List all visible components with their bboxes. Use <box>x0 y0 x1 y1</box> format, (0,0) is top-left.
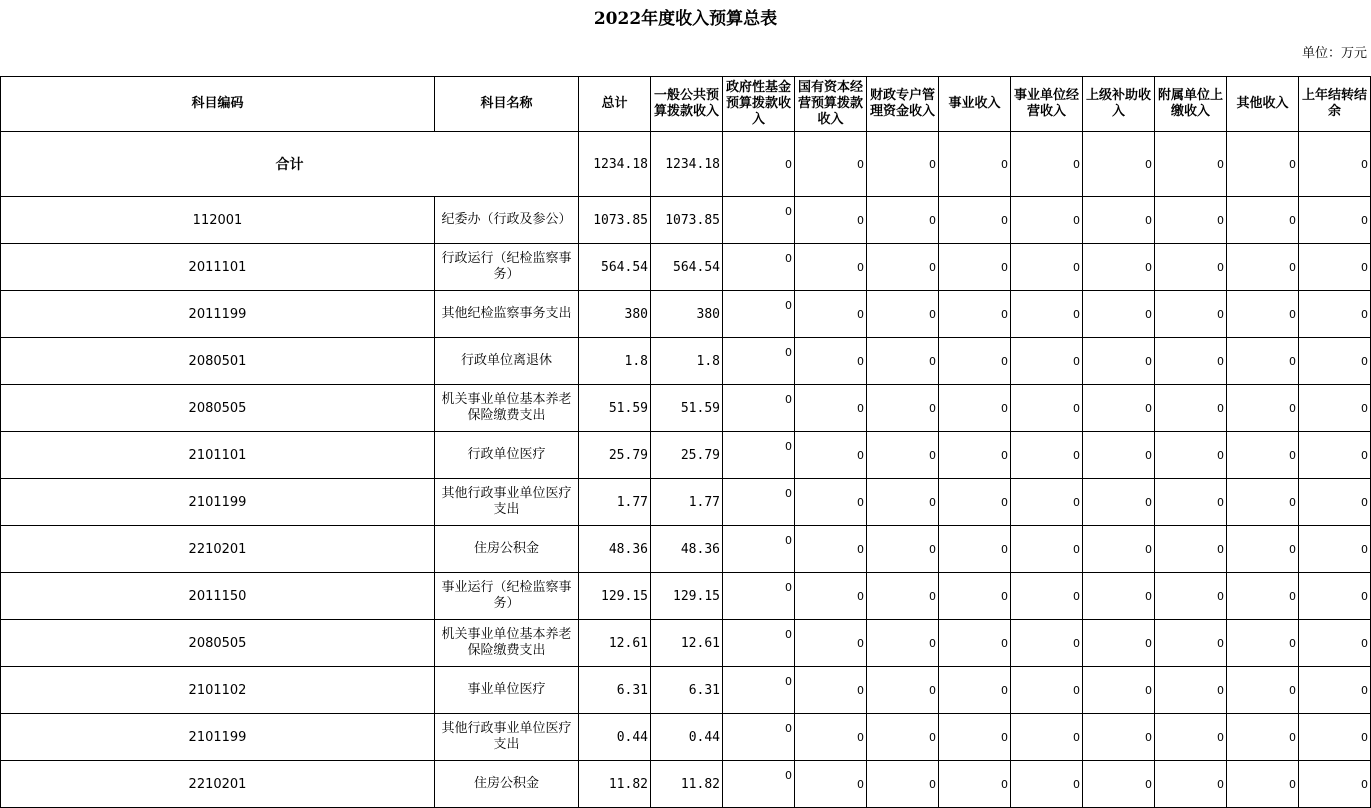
row-zero-cell: 0 <box>1227 291 1299 338</box>
row-zero-cell: 0 <box>723 761 795 808</box>
total-row <box>1 132 1371 197</box>
row-zero-cell: 0 <box>723 526 795 573</box>
row-zero-cell: 0 <box>1011 479 1083 526</box>
row-zero-cell: 0 <box>795 432 867 479</box>
row-zero-cell: 0 <box>795 526 867 573</box>
row-name: 行政运行（纪检监察事务） <box>435 244 579 291</box>
row-zero-cell: 0 <box>867 338 939 385</box>
row-zero-cell: 0 <box>867 291 939 338</box>
row-zero-cell: 0 <box>1155 526 1227 573</box>
row-zero-cell: 0 <box>1155 244 1227 291</box>
table-row <box>1 291 1371 338</box>
row-zero-cell: 0 <box>1083 479 1155 526</box>
row-total: 1073.85 <box>579 197 651 244</box>
row-zero-cell: 0 <box>723 573 795 620</box>
row-zero-cell: 0 <box>939 479 1011 526</box>
header-cell: 附属单位上缴收入 <box>1155 77 1227 132</box>
row-zero-cell: 0 <box>939 338 1011 385</box>
row-zero-cell: 0 <box>1227 761 1299 808</box>
row-zero-cell: 0 <box>939 385 1011 432</box>
row-zero-cell: 0 <box>867 714 939 761</box>
row-code: 2210201 <box>1 526 435 573</box>
row-code: 2080501 <box>1 338 435 385</box>
total-cell: 0 <box>1011 132 1083 197</box>
header-cell: 一般公共预算拨款收入 <box>651 77 723 132</box>
row-general: 1073.85 <box>651 197 723 244</box>
row-zero-cell: 0 <box>1227 573 1299 620</box>
row-zero-cell: 0 <box>1299 714 1371 761</box>
header-cell: 科目名称 <box>435 77 579 132</box>
row-name: 纪委办（行政及参公） <box>435 197 579 244</box>
row-total: 129.15 <box>579 573 651 620</box>
total-total: 1234.18 <box>579 132 651 197</box>
row-zero-cell: 0 <box>867 573 939 620</box>
row-general: 1.77 <box>651 479 723 526</box>
row-zero-cell: 0 <box>1083 714 1155 761</box>
total-cell: 0 <box>1227 132 1299 197</box>
total-cell: 0 <box>723 132 795 197</box>
row-total: 12.61 <box>579 620 651 667</box>
row-zero-cell: 0 <box>1299 573 1371 620</box>
total-cell: 0 <box>1299 132 1371 197</box>
row-zero-cell: 0 <box>723 479 795 526</box>
row-zero-cell: 0 <box>795 620 867 667</box>
row-code: 2101102 <box>1 667 435 714</box>
row-zero-cell: 0 <box>723 620 795 667</box>
row-name: 事业运行（纪检监察事务） <box>435 573 579 620</box>
row-zero-cell: 0 <box>723 338 795 385</box>
row-zero-cell: 0 <box>1227 667 1299 714</box>
row-zero-cell: 0 <box>1011 667 1083 714</box>
row-total: 1.77 <box>579 479 651 526</box>
row-zero-cell: 0 <box>867 620 939 667</box>
row-zero-cell: 0 <box>1083 197 1155 244</box>
row-zero-cell: 0 <box>1227 432 1299 479</box>
budget-table <box>0 76 1371 808</box>
row-zero-cell: 0 <box>723 667 795 714</box>
row-zero-cell: 0 <box>1299 620 1371 667</box>
row-zero-cell: 0 <box>867 479 939 526</box>
table-row <box>1 526 1371 573</box>
row-zero-cell: 0 <box>723 197 795 244</box>
row-zero-cell: 0 <box>1083 620 1155 667</box>
row-zero-cell: 0 <box>1011 338 1083 385</box>
header-cell: 国有资本经营预算拨款收入 <box>795 77 867 132</box>
row-zero-cell: 0 <box>1227 479 1299 526</box>
row-zero-cell: 0 <box>939 714 1011 761</box>
row-code: 2011199 <box>1 291 435 338</box>
row-zero-cell: 0 <box>1011 197 1083 244</box>
row-name: 住房公积金 <box>435 761 579 808</box>
row-zero-cell: 0 <box>1011 385 1083 432</box>
row-zero-cell: 0 <box>795 385 867 432</box>
row-zero-cell: 0 <box>939 667 1011 714</box>
table-row <box>1 432 1371 479</box>
row-total: 6.31 <box>579 667 651 714</box>
row-zero-cell: 0 <box>939 244 1011 291</box>
header-cell: 上年结转结余 <box>1299 77 1371 132</box>
row-general: 1.8 <box>651 338 723 385</box>
header-cell: 科目编码 <box>1 77 435 132</box>
row-zero-cell: 0 <box>1011 573 1083 620</box>
row-general: 12.61 <box>651 620 723 667</box>
total-cell: 0 <box>1083 132 1155 197</box>
header-cell: 财政专户管理资金收入 <box>867 77 939 132</box>
row-zero-cell: 0 <box>1083 573 1155 620</box>
row-name: 其他纪检监察事务支出 <box>435 291 579 338</box>
row-zero-cell: 0 <box>1155 667 1227 714</box>
table-row <box>1 667 1371 714</box>
row-zero-cell: 0 <box>939 432 1011 479</box>
row-zero-cell: 0 <box>723 432 795 479</box>
row-zero-cell: 0 <box>1011 526 1083 573</box>
row-code: 2080505 <box>1 385 435 432</box>
row-zero-cell: 0 <box>939 573 1011 620</box>
row-name: 其他行政事业单位医疗支出 <box>435 714 579 761</box>
row-total: 48.36 <box>579 526 651 573</box>
table-row <box>1 197 1371 244</box>
row-name: 事业单位医疗 <box>435 667 579 714</box>
row-zero-cell: 0 <box>1083 761 1155 808</box>
row-zero-cell: 0 <box>723 244 795 291</box>
row-name: 行政单位离退休 <box>435 338 579 385</box>
total-label: 合计 <box>1 132 579 197</box>
row-general: 25.79 <box>651 432 723 479</box>
row-name: 其他行政事业单位医疗支出 <box>435 479 579 526</box>
row-zero-cell: 0 <box>1155 714 1227 761</box>
row-zero-cell: 0 <box>1299 479 1371 526</box>
row-zero-cell: 0 <box>939 620 1011 667</box>
row-zero-cell: 0 <box>1227 197 1299 244</box>
row-zero-cell: 0 <box>939 291 1011 338</box>
row-code: 2101199 <box>1 479 435 526</box>
row-zero-cell: 0 <box>1155 338 1227 385</box>
row-zero-cell: 0 <box>1227 338 1299 385</box>
row-name: 机关事业单位基本养老保险缴费支出 <box>435 620 579 667</box>
row-zero-cell: 0 <box>1083 667 1155 714</box>
row-total: 1.8 <box>579 338 651 385</box>
row-zero-cell: 0 <box>1155 620 1227 667</box>
row-code: 112001 <box>1 197 435 244</box>
row-zero-cell: 0 <box>1227 244 1299 291</box>
row-code: 2210201 <box>1 761 435 808</box>
row-zero-cell: 0 <box>723 714 795 761</box>
row-zero-cell: 0 <box>1011 432 1083 479</box>
row-zero-cell: 0 <box>1083 385 1155 432</box>
table-row <box>1 761 1371 808</box>
row-zero-cell: 0 <box>867 432 939 479</box>
row-zero-cell: 0 <box>867 667 939 714</box>
header-cell: 上级补助收入 <box>1083 77 1155 132</box>
total-cell: 0 <box>867 132 939 197</box>
total-general: 1234.18 <box>651 132 723 197</box>
table-row <box>1 338 1371 385</box>
table-row <box>1 573 1371 620</box>
row-zero-cell: 0 <box>795 714 867 761</box>
row-total: 25.79 <box>579 432 651 479</box>
total-cell: 0 <box>1155 132 1227 197</box>
header-cell: 事业单位经营收入 <box>1011 77 1083 132</box>
row-zero-cell: 0 <box>939 526 1011 573</box>
row-general: 564.54 <box>651 244 723 291</box>
row-zero-cell: 0 <box>1011 291 1083 338</box>
row-zero-cell: 0 <box>1155 573 1227 620</box>
row-zero-cell: 0 <box>1227 714 1299 761</box>
row-zero-cell: 0 <box>723 291 795 338</box>
header-cell: 其他收入 <box>1227 77 1299 132</box>
header-row <box>1 77 1371 132</box>
row-total: 380 <box>579 291 651 338</box>
row-zero-cell: 0 <box>1299 432 1371 479</box>
row-zero-cell: 0 <box>1155 385 1227 432</box>
row-zero-cell: 0 <box>1299 244 1371 291</box>
row-general: 51.59 <box>651 385 723 432</box>
row-zero-cell: 0 <box>867 385 939 432</box>
row-zero-cell: 0 <box>1299 291 1371 338</box>
row-zero-cell: 0 <box>1227 385 1299 432</box>
row-name: 行政单位医疗 <box>435 432 579 479</box>
row-zero-cell: 0 <box>1155 432 1227 479</box>
table-row <box>1 714 1371 761</box>
row-zero-cell: 0 <box>1299 526 1371 573</box>
row-zero-cell: 0 <box>867 197 939 244</box>
row-zero-cell: 0 <box>1083 338 1155 385</box>
row-zero-cell: 0 <box>795 667 867 714</box>
header-cell: 总计 <box>579 77 651 132</box>
row-general: 380 <box>651 291 723 338</box>
row-zero-cell: 0 <box>1227 620 1299 667</box>
row-zero-cell: 0 <box>795 244 867 291</box>
total-cell: 0 <box>795 132 867 197</box>
row-zero-cell: 0 <box>1227 526 1299 573</box>
row-zero-cell: 0 <box>1011 761 1083 808</box>
row-zero-cell: 0 <box>1011 244 1083 291</box>
row-zero-cell: 0 <box>795 197 867 244</box>
row-total: 564.54 <box>579 244 651 291</box>
row-zero-cell: 0 <box>1299 197 1371 244</box>
row-zero-cell: 0 <box>795 291 867 338</box>
row-zero-cell: 0 <box>1083 432 1155 479</box>
row-zero-cell: 0 <box>1155 479 1227 526</box>
row-zero-cell: 0 <box>1299 761 1371 808</box>
row-general: 48.36 <box>651 526 723 573</box>
row-general: 129.15 <box>651 573 723 620</box>
row-zero-cell: 0 <box>1011 620 1083 667</box>
table-row <box>1 479 1371 526</box>
row-total: 11.82 <box>579 761 651 808</box>
row-zero-cell: 0 <box>1155 761 1227 808</box>
row-zero-cell: 0 <box>867 526 939 573</box>
row-zero-cell: 0 <box>795 338 867 385</box>
row-zero-cell: 0 <box>1083 526 1155 573</box>
row-name: 机关事业单位基本养老保险缴费支出 <box>435 385 579 432</box>
row-code: 2080505 <box>1 620 435 667</box>
row-zero-cell: 0 <box>1083 244 1155 291</box>
row-zero-cell: 0 <box>1011 714 1083 761</box>
row-name: 住房公积金 <box>435 526 579 573</box>
row-zero-cell: 0 <box>723 385 795 432</box>
row-general: 0.44 <box>651 714 723 761</box>
row-total: 51.59 <box>579 385 651 432</box>
row-zero-cell: 0 <box>1155 197 1227 244</box>
row-zero-cell: 0 <box>1299 338 1371 385</box>
table-row <box>1 244 1371 291</box>
row-zero-cell: 0 <box>1083 291 1155 338</box>
row-code: 2101199 <box>1 714 435 761</box>
row-zero-cell: 0 <box>1299 667 1371 714</box>
row-general: 6.31 <box>651 667 723 714</box>
unit-label: 单位：万元 <box>1301 46 1367 61</box>
page-title: 2022年度收入预算总表 <box>593 9 778 29</box>
table-row <box>1 620 1371 667</box>
row-code: 2011101 <box>1 244 435 291</box>
row-total: 0.44 <box>579 714 651 761</box>
row-zero-cell: 0 <box>867 761 939 808</box>
row-zero-cell: 0 <box>867 244 939 291</box>
row-zero-cell: 0 <box>1299 385 1371 432</box>
row-code: 2011150 <box>1 573 435 620</box>
row-zero-cell: 0 <box>939 761 1011 808</box>
total-cell: 0 <box>939 132 1011 197</box>
header-cell: 事业收入 <box>939 77 1011 132</box>
row-zero-cell: 0 <box>795 479 867 526</box>
row-zero-cell: 0 <box>1155 291 1227 338</box>
header-cell: 政府性基金预算拨款收入 <box>723 77 795 132</box>
table-row <box>1 385 1371 432</box>
row-zero-cell: 0 <box>939 197 1011 244</box>
row-code: 2101101 <box>1 432 435 479</box>
row-zero-cell: 0 <box>795 573 867 620</box>
row-general: 11.82 <box>651 761 723 808</box>
row-zero-cell: 0 <box>795 761 867 808</box>
